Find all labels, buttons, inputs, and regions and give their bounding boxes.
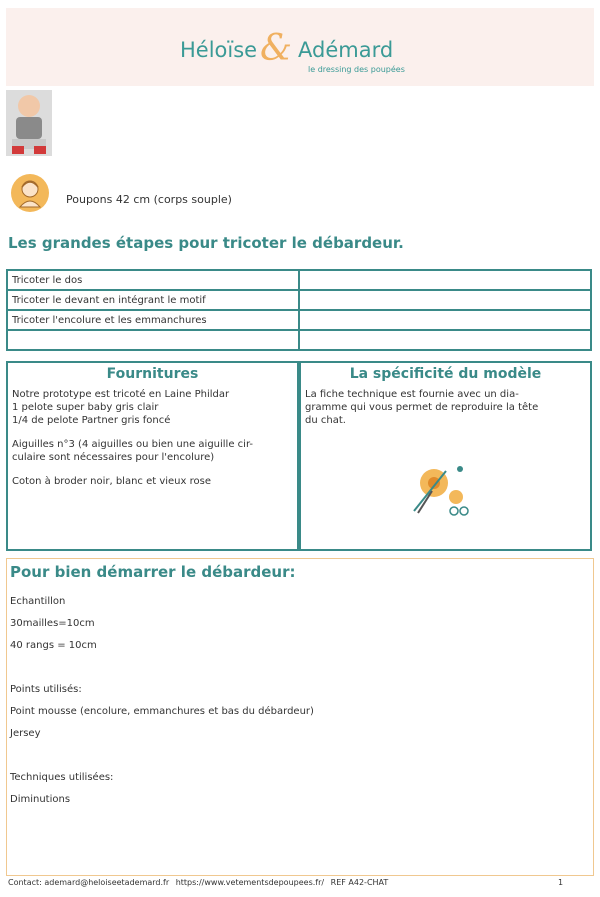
getting-started-title: Pour bien démarrer le débardeur: xyxy=(10,563,296,581)
doll-avatar-icon xyxy=(10,173,50,213)
start-line: 40 rangs = 10cm xyxy=(10,640,97,651)
specificite-line: La fiche technique est fournie avec un dia- xyxy=(305,389,519,400)
info-boxes xyxy=(6,361,592,551)
doll-size-label: Poupons 42 cm (corps souple) xyxy=(66,193,232,206)
step-note-cell xyxy=(299,290,591,310)
step-note-cell xyxy=(299,310,591,330)
brand-tagline: le dressing des poupées xyxy=(308,65,405,74)
brand-name-right: Adémard xyxy=(298,38,394,62)
header-banner xyxy=(6,8,594,86)
doll-photo xyxy=(6,90,52,156)
fournitures-line: culaire sont nécessaires pour l'encolure) xyxy=(12,452,215,463)
fournitures-line: Coton à broder noir, blanc et vieux rose xyxy=(12,476,211,487)
sewing-kit-icon xyxy=(410,461,472,521)
footer-contact[interactable]: Contact: ademard@heloiseetademard.fr xyxy=(8,878,170,887)
start-line: Diminutions xyxy=(10,794,71,805)
start-line: Jersey xyxy=(10,728,41,739)
table-row xyxy=(7,330,591,350)
start-line: Techniques utilisées: xyxy=(10,772,114,783)
specificite-title: La spécificité du modèle xyxy=(349,366,542,382)
step-cell: Tricoter le dos xyxy=(7,270,299,290)
start-line: 30mailles=10cm xyxy=(10,618,95,629)
page-number: 1 xyxy=(558,878,564,887)
footer-website[interactable]: https://www.vetementsdepoupees.fr/ xyxy=(175,878,325,887)
specificite-line: du chat. xyxy=(305,415,346,426)
fournitures-line: Notre prototype est tricoté en Laine Phildar xyxy=(12,389,230,400)
fournitures-box xyxy=(6,361,299,551)
step-cell: Tricoter l'encolure et les emmanchures xyxy=(7,310,299,330)
brand-name-left: Héloïse xyxy=(180,38,258,62)
specificite-line: gramme qui vous permet de reproduire la tête xyxy=(305,402,539,413)
fournitures-line: 1/4 de pelote Partner gris foncé xyxy=(12,415,171,426)
footer xyxy=(8,878,392,887)
step-cell: Tricoter le devant en intégrant le motif xyxy=(7,290,299,310)
start-line: Points utilisés: xyxy=(10,684,82,695)
step-cell xyxy=(7,330,299,350)
step-note-cell xyxy=(299,270,591,290)
table-row xyxy=(7,270,591,290)
fournitures-title: Fournitures xyxy=(106,366,199,382)
brand-logo[interactable] xyxy=(180,28,440,78)
brand-ampersand: & xyxy=(260,28,293,69)
steps-title: Les grandes étapes pour tricoter le débardeur. xyxy=(8,234,404,252)
step-note-cell xyxy=(299,330,591,350)
getting-started-box xyxy=(6,558,594,876)
specificite-box xyxy=(299,361,592,551)
start-line: Point mousse (encolure, emmanchures et bas du débardeur) xyxy=(10,706,314,717)
start-line: Echantillon xyxy=(10,596,66,607)
table-row xyxy=(7,310,591,330)
start-line xyxy=(10,657,590,679)
fournitures-line: 1 pelote super baby gris clair xyxy=(12,402,159,413)
footer-ref: REF A42-CHAT xyxy=(330,878,389,887)
start-line xyxy=(10,745,590,767)
steps-table xyxy=(6,269,592,351)
fournitures-line: Aiguilles n°3 (4 aiguilles ou bien une aiguille cir- xyxy=(12,439,254,450)
table-row xyxy=(7,290,591,310)
